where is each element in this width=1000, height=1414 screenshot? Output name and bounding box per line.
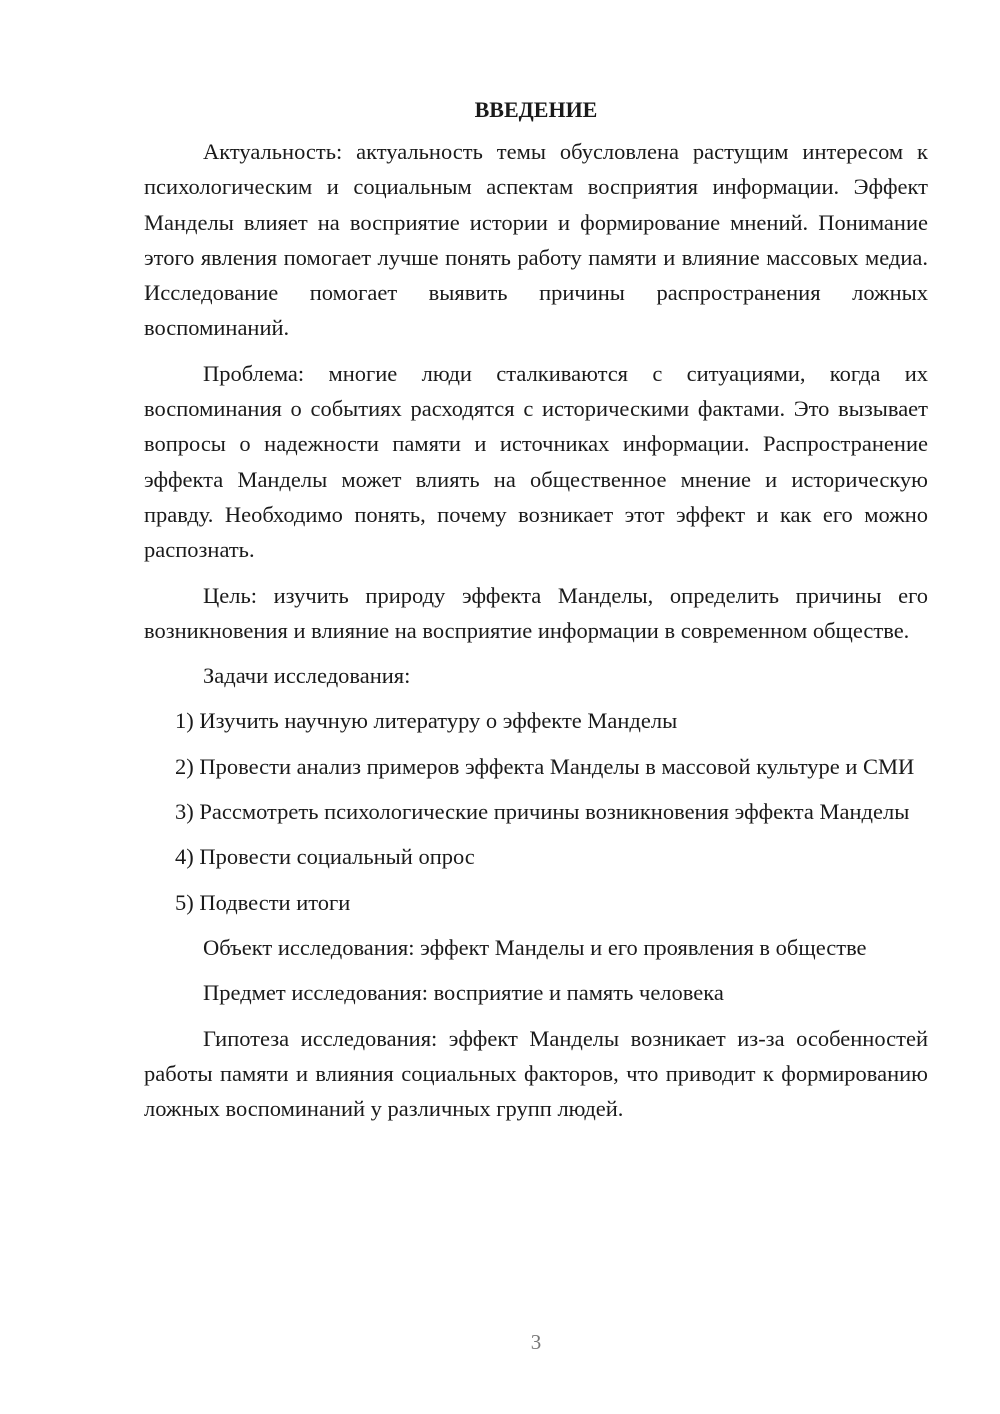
- section-title: ВВЕДЕНИЕ: [474, 97, 598, 122]
- relevance-paragraph: Актуальность: актуальность темы обусловлена растущим интересом к психологическим и социальным аспектам восприятия информации. Эффект Манделы влияет на восприятие истории и формирование мнений. Понимание этого явления помогает лучше понять работу памяти и влияние массовых медиа. Исследование помогает выявить причины распространения ложных воспоминаний.: [144, 139, 928, 341]
- page-number: 3: [530, 1330, 542, 1354]
- subject-paragraph: Предмет исследования: восприятие и память человека: [203, 980, 724, 1006]
- task-item: 4) Провести социальный опрос: [175, 844, 475, 870]
- tasks-heading: Задачи исследования:: [203, 663, 411, 689]
- task-item: 1) Изучить научную литературу о эффекте Манделы: [175, 708, 678, 734]
- task-item: 5) Подвести итоги: [175, 889, 351, 915]
- object-paragraph: Объект исследования: эффект Манделы и его проявления в обществе: [203, 934, 867, 960]
- hypothesis-paragraph: Гипотеза исследования: эффект Манделы возникает из-за особенностей работы памяти и влияния социальных факторов, что приводит к формированию ложных воспоминаний у различных групп людей.: [144, 1025, 928, 1122]
- tasks-list: [144, 703, 928, 919]
- document-page: [144, 92, 928, 1136]
- task-item: 3) Рассмотреть психологические причины возникновения эффекта Манделы: [175, 799, 910, 825]
- problem-paragraph: Проблема: многие люди сталкиваются с ситуациями, когда их воспоминания о событиях расходятся с историческими фактами. Это вызывает вопросы о надежности памяти и источниках информации. Распространение эффекта Манделы может влиять на общественное мнение и историческую правду. Необходимо понять, почему возникает этот эффект и как его можно распознать.: [144, 360, 928, 563]
- task-item: 2) Провести анализ примеров эффекта Манделы в массовой культуре и СМИ: [175, 753, 915, 779]
- goal-paragraph: Цель: изучить природу эффекта Манделы, определить причины его возникновения и влияние на восприятие информации в современном обществе.: [144, 582, 928, 643]
